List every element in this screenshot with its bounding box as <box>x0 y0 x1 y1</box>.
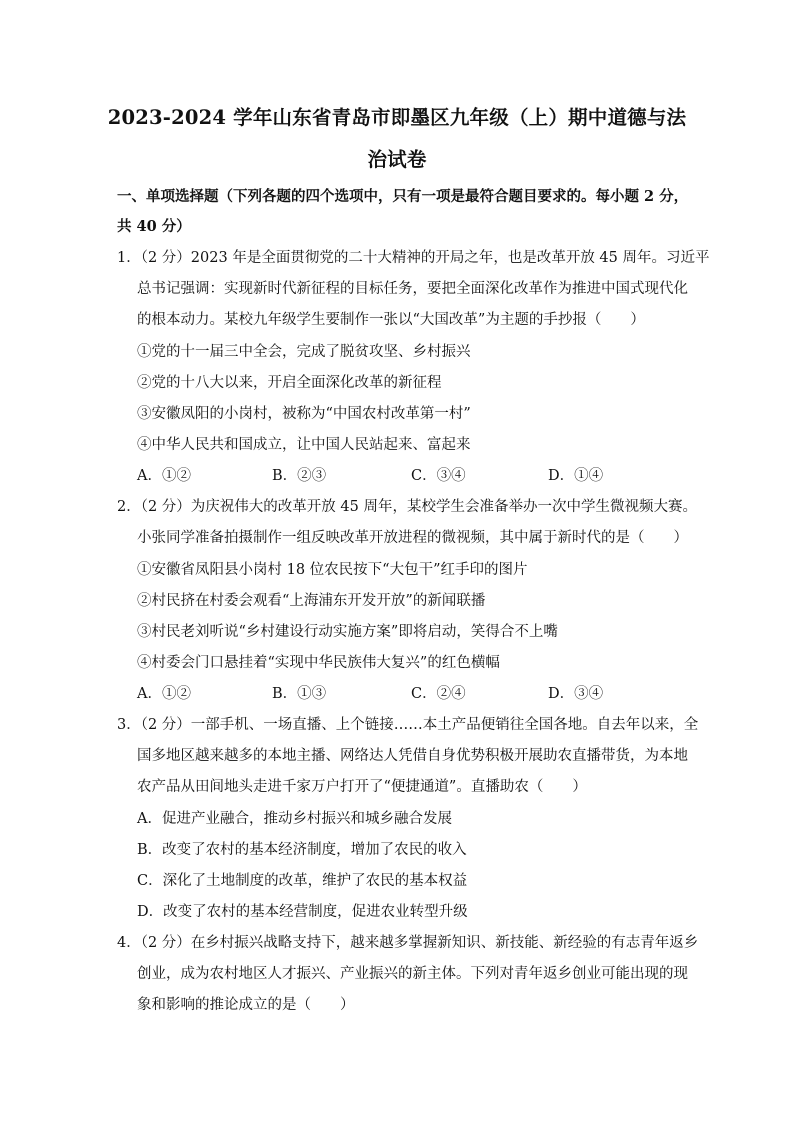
question-1-option-a: A．①② <box>137 468 191 484</box>
question-2-option-a: A．①② <box>137 686 191 702</box>
question-1-option-b: B．②③ <box>272 468 327 484</box>
question-4-stem-line-3: 象和影响的推论成立的是（ ） <box>137 997 355 1013</box>
exam-title-line-2: 治试卷 <box>367 148 427 171</box>
question-3-option-c: C．深化了土地制度的改革，维护了农民的基本权益 <box>137 873 468 889</box>
question-2-stem-line-2: 小张同学准备拍摄制作一组反映改革开放进程的微视频，其中属于新时代的是（ ） <box>137 530 688 546</box>
question-2-option-d: D．③④ <box>548 686 604 702</box>
question-3-stem-line-1: 3．（2 分）一部手机、一场直播、上个链接……本土产品便销往全国各地。自去年以来，全 <box>117 717 699 733</box>
question-1-option-d: D．①④ <box>548 468 604 484</box>
question-2-item-1: ①安徽省凤阳县小岗村 18 位农民按下“大包干”红手印的图片 <box>137 562 528 578</box>
section-heading-line-2: 共 40 分） <box>117 218 191 235</box>
question-3-option-d: D．改变了农村的基本经营制度，促进农业转型升级 <box>137 904 468 920</box>
question-2-stem-line-1: 2．（2 分）为庆祝伟大的改革开放 45 周年，某校学生会准备举办一次中学生微视频大赛。 <box>117 499 697 515</box>
question-2-option-b: B．①③ <box>272 686 327 702</box>
question-1-stem-line-3: 的根本动力。某校九年级学生要制作一张以“大国改革”为主题的手抄报（ ） <box>137 312 645 328</box>
question-3-option-b: B．改变了农村的基本经济制度，增加了农民的收入 <box>137 842 467 858</box>
question-1-option-c: C．③④ <box>411 468 466 484</box>
question-1-item-3: ③安徽凤阳的小岗村，被称为“中国农村改革第一村” <box>137 406 471 422</box>
question-1-stem-line-1: 1．（2 分）2023 年是全面贯彻党的二十大精神的开局之年，也是改革开放 45 周年。习近平 <box>117 250 710 266</box>
question-1-stem-line-2: 总书记强调：实现新时代新征程的目标任务，要把全面深化改革作为推进中国式现代化 <box>137 281 688 297</box>
question-4-stem-line-1: 4．（2 分）在乡村振兴战略支持下，越来越多掌握新知识、新技能、新经验的有志青年返乡 <box>117 935 699 951</box>
question-2-item-4: ④村委会门口悬挂着“实现中华民族伟大复兴”的红色横幅 <box>137 655 500 671</box>
question-3-option-a: A．促进产业融合，推动乡村振兴和城乡融合发展 <box>137 811 452 827</box>
exam-title-line-1: 2023-2024 学年山东省青岛市即墨区九年级（上）期中道德与法 <box>107 106 687 129</box>
question-2-item-2: ②村民挤在村委会观看“上海浦东开发开放”的新闻联播 <box>137 593 486 609</box>
question-2-option-c: C．②④ <box>411 686 466 702</box>
question-1-item-2: ②党的十八大以来，开启全面深化改革的新征程 <box>137 375 442 391</box>
question-1-item-4: ④中华人民共和国成立，让中国人民站起来、富起来 <box>137 437 471 453</box>
question-2-item-3: ③村民老刘听说“乡村建设行动实施方案”即将启动，笑得合不上嘴 <box>137 624 558 640</box>
question-3-stem-line-2: 国多地区越来越多的本地主播、网络达人凭借自身优势积极开展助农直播带货，为本地 <box>137 748 688 764</box>
question-4-stem-line-2: 创业，成为农村地区人才振兴、产业振兴的新主体。下列对青年返乡创业可能出现的现 <box>137 966 688 982</box>
question-1-item-1: ①党的十一届三中全会，完成了脱贫攻坚、乡村振兴 <box>137 344 471 360</box>
section-heading-line-1: 一、单项选择题（下列各题的四个选项中，只有一项是最符合题目要求的。每小题 2 分， <box>117 188 689 205</box>
question-3-stem-line-3: 农产品从田间地头走进千家万户打开了“便捷通道”。直播助农（ ） <box>137 779 587 795</box>
